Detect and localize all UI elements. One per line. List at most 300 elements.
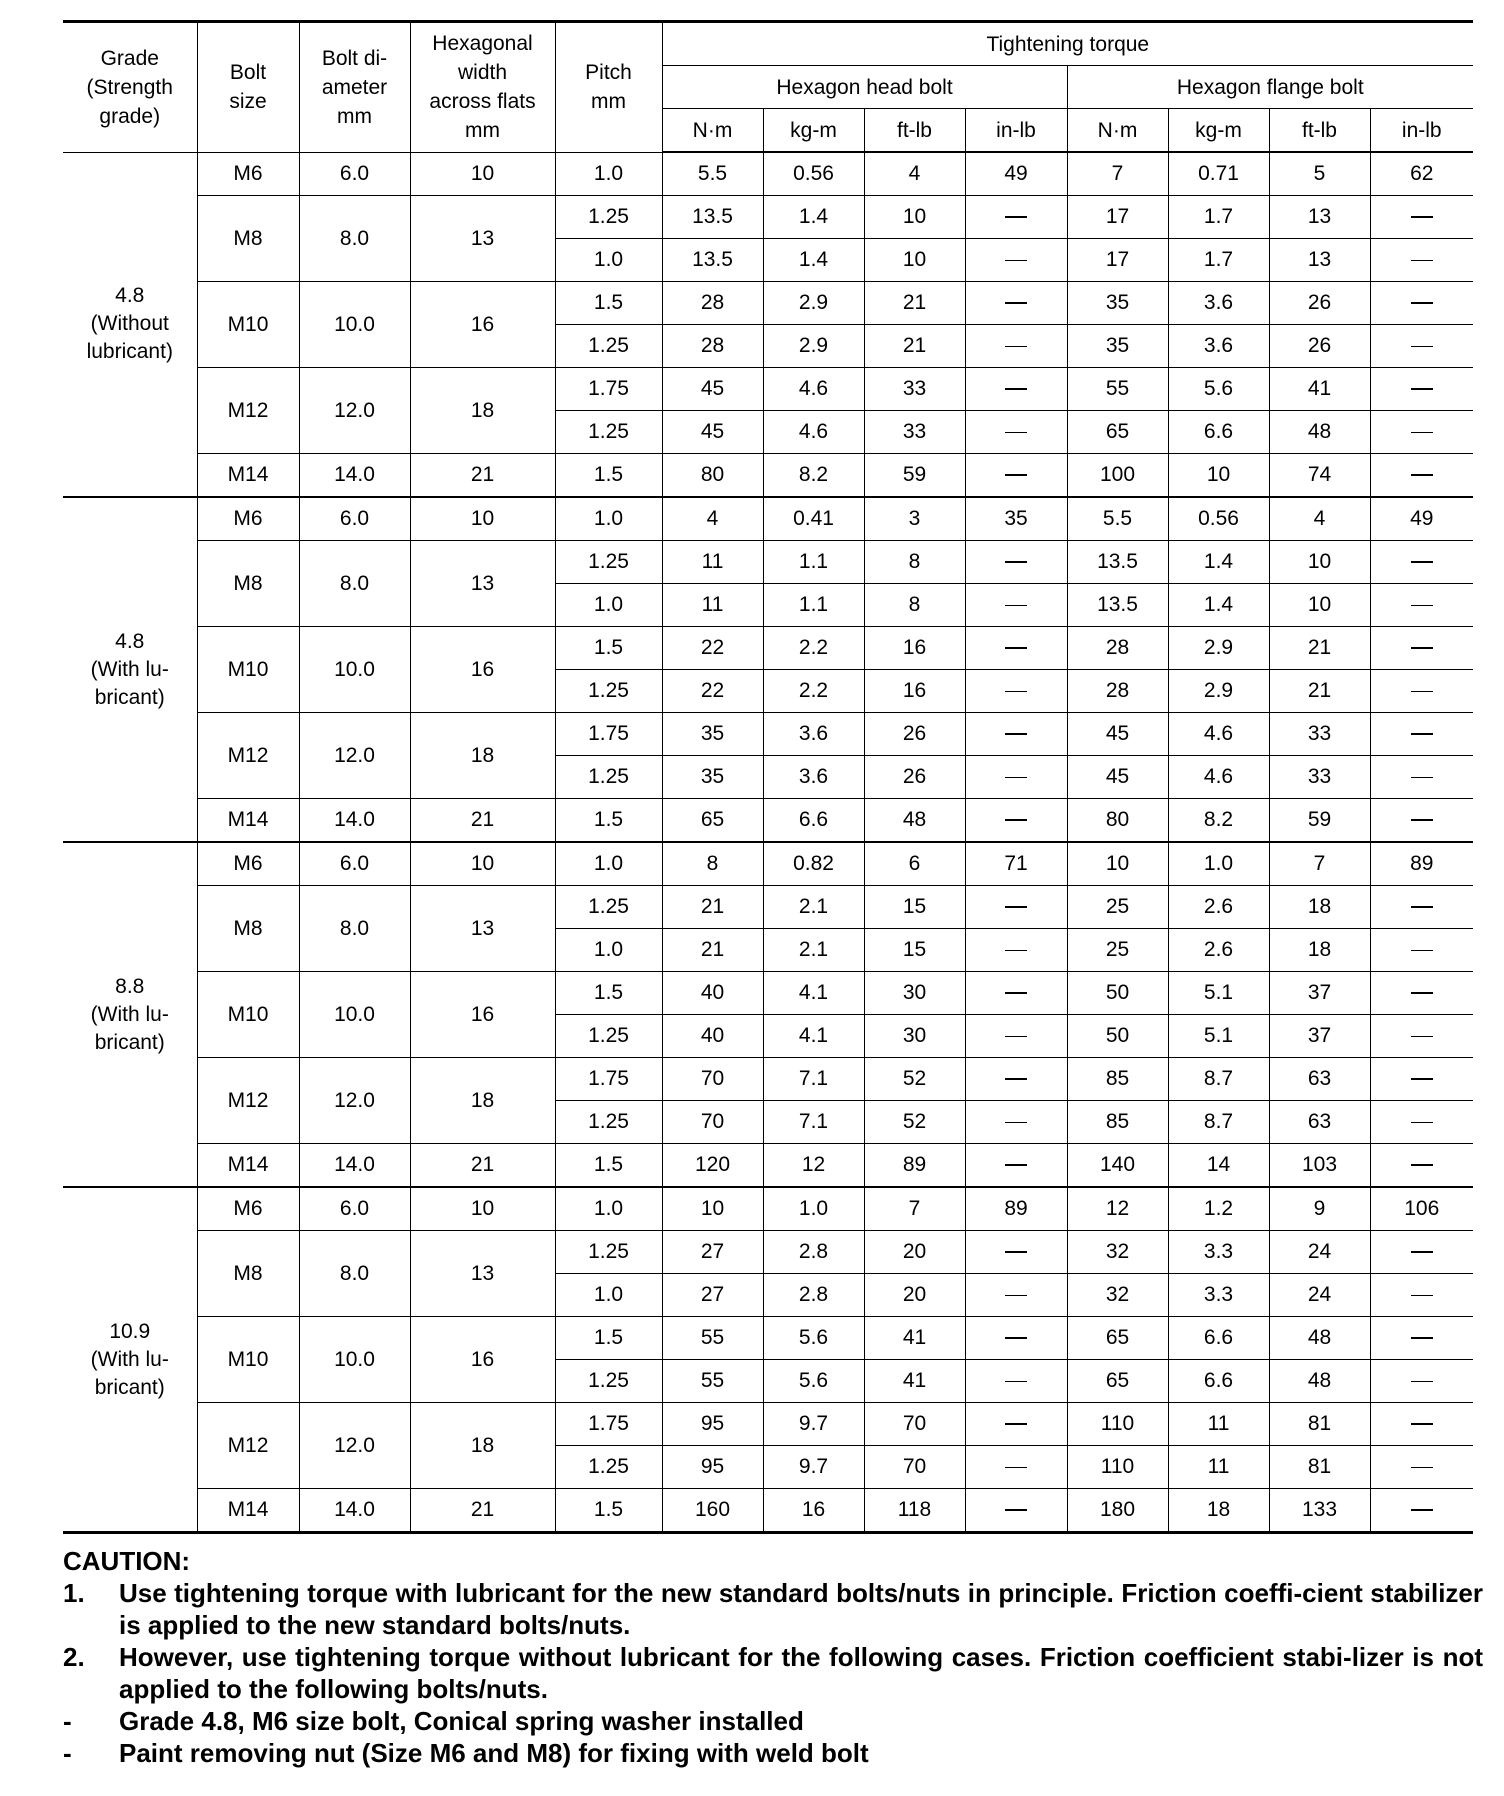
torque-cell: 2.8 [763,1274,864,1317]
torque-cell: 120 [662,1144,763,1188]
torque-cell: 37 [1269,1015,1370,1058]
table-row [63,886,1473,929]
torque-cell: 45 [1067,713,1168,756]
torque-cell: 5.1 [1168,1015,1269,1058]
torque-cell: 10 [662,1187,763,1231]
torque-cell: 52 [864,1058,965,1101]
pitch-cell: 1.25 [555,756,662,799]
torque-cell: 7 [864,1187,965,1231]
torque-cell: 2.9 [1168,627,1269,670]
torque-cell [1370,1101,1473,1144]
torque-cell: 13.5 [1067,584,1168,627]
torque-cell: 7.1 [763,1101,864,1144]
torque-cell: 2.1 [763,929,864,972]
dash-mark [1005,561,1027,563]
pitch-cell: 1.25 [555,1231,662,1274]
torque-cell: 0.41 [763,497,864,541]
hex-width-cell: 18 [410,1403,555,1489]
table-row [63,1231,1473,1274]
table-row [63,972,1473,1015]
torque-cell [965,1489,1067,1533]
pitch-cell: 1.25 [555,1446,662,1489]
torque-cell: 35 [1067,282,1168,325]
torque-cell [1370,670,1473,713]
header-hexagon-head-bolt: Hexagon head bolt [662,66,1067,109]
torque-cell [1370,239,1473,282]
torque-cell: 26 [864,713,965,756]
torque-cell: 1.1 [763,584,864,627]
dash-mark [1411,260,1433,261]
torque-cell: 13 [1269,196,1370,239]
pitch-cell: 1.0 [555,1187,662,1231]
dash-mark [1411,302,1433,304]
bolt-size-cell: M6 [197,497,299,541]
torque-cell [1370,886,1473,929]
torque-cell: 0.82 [763,842,864,886]
torque-cell: 3.3 [1168,1274,1269,1317]
dash-mark [1411,216,1433,218]
torque-cell: 4 [864,152,965,196]
torque-cell [1370,756,1473,799]
bolt-diameter-cell: 12.0 [299,1058,410,1144]
torque-cell: 32 [1067,1274,1168,1317]
header-grade: Grade (Strength grade) [63,22,197,153]
torque-cell: 33 [864,368,965,411]
torque-cell: 74 [1269,454,1370,498]
torque-cell: 7 [1269,842,1370,886]
grade-cell: 4.8 (Without lubricant) [63,152,197,497]
torque-cell [965,713,1067,756]
bolt-size-cell: M10 [197,972,299,1058]
torque-cell: 3.6 [763,756,864,799]
torque-cell [965,1360,1067,1403]
torque-cell: 180 [1067,1489,1168,1533]
dash-mark [1411,1164,1433,1166]
torque-cell: 80 [662,454,763,498]
table-row [63,1144,1473,1188]
caution-item-marker: 2. [63,1642,85,1672]
torque-cell: 17 [1067,196,1168,239]
table-row [63,152,1473,196]
torque-cell: 8 [662,842,763,886]
pitch-cell: 1.0 [555,929,662,972]
torque-cell: 59 [864,454,965,498]
pitch-cell: 1.5 [555,799,662,843]
dash-mark [1411,819,1433,821]
dash-mark [1005,647,1027,649]
header-unit: kg-m [1168,109,1269,153]
torque-cell: 1.4 [763,196,864,239]
dash-mark [1411,388,1433,390]
dash-mark [1005,388,1027,390]
pitch-cell: 1.5 [555,627,662,670]
caution-item [63,1705,1483,1737]
torque-cell: 9.7 [763,1446,864,1489]
hex-width-cell: 13 [410,196,555,282]
torque-cell: 20 [864,1274,965,1317]
torque-cell: 10 [1269,541,1370,584]
hex-width-cell: 16 [410,1317,555,1403]
dash-mark [1005,1251,1027,1253]
torque-cell: 8.7 [1168,1101,1269,1144]
header-unit: kg-m [763,109,864,153]
torque-cell: 5.6 [763,1317,864,1360]
dash-mark [1005,605,1027,606]
dash-mark [1411,561,1433,563]
torque-cell: 0.56 [1168,497,1269,541]
torque-cell [965,541,1067,584]
dash-mark [1005,819,1027,821]
bolt-diameter-cell: 6.0 [299,152,410,196]
bolt-diameter-cell: 10.0 [299,1317,410,1403]
header-unit: N·m [662,109,763,153]
header-hex-width: Hexagonal width across flats mm [410,22,555,153]
dash-mark [1005,1337,1027,1339]
torque-cell: 35 [965,497,1067,541]
torque-cell [965,282,1067,325]
table-row [63,1489,1473,1533]
hex-width-cell: 16 [410,282,555,368]
torque-cell: 89 [965,1187,1067,1231]
torque-cell: 55 [662,1360,763,1403]
torque-cell [1370,1446,1473,1489]
torque-cell [965,1231,1067,1274]
torque-cell: 13 [1269,239,1370,282]
table-row [63,1317,1473,1360]
torque-cell: 3.3 [1168,1231,1269,1274]
torque-cell: 1.0 [1168,842,1269,886]
torque-cell: 89 [864,1144,965,1188]
bolt-size-cell: M14 [197,799,299,843]
dash-mark [1005,432,1027,433]
dash-mark [1411,1251,1433,1253]
torque-cell: 45 [662,368,763,411]
torque-cell: 2.9 [1168,670,1269,713]
torque-cell: 0.71 [1168,152,1269,196]
bolt-diameter-cell: 14.0 [299,1144,410,1188]
torque-cell [965,1403,1067,1446]
hex-width-cell: 18 [410,713,555,799]
torque-cell [1370,282,1473,325]
torque-cell: 70 [864,1403,965,1446]
torque-cell: 63 [1269,1058,1370,1101]
hex-width-cell: 10 [410,152,555,196]
torque-cell: 10 [864,239,965,282]
bolt-diameter-cell: 8.0 [299,196,410,282]
torque-cell: 2.6 [1168,929,1269,972]
pitch-cell: 1.25 [555,1015,662,1058]
torque-cell: 65 [1067,1360,1168,1403]
pitch-cell: 1.0 [555,152,662,196]
dash-mark [1411,950,1433,951]
hex-width-cell: 16 [410,627,555,713]
torque-cell [965,454,1067,498]
bolt-size-cell: M6 [197,842,299,886]
caution-title: CAUTION: [63,1546,191,1576]
bolt-diameter-cell: 6.0 [299,497,410,541]
torque-cell: 106 [1370,1187,1473,1231]
dash-mark [1411,346,1433,347]
dash-mark [1005,302,1027,304]
torque-cell [965,1015,1067,1058]
torque-cell: 10 [864,196,965,239]
torque-cell: 1.2 [1168,1187,1269,1231]
torque-cell: 5 [1269,152,1370,196]
torque-cell: 2.9 [763,325,864,368]
torque-cell: 52 [864,1101,965,1144]
torque-cell [965,411,1067,454]
caution-notes [63,1545,1483,1769]
bolt-size-cell: M14 [197,1144,299,1188]
bolt-size-cell: M14 [197,454,299,498]
torque-cell: 4.1 [763,972,864,1015]
torque-cell: 95 [662,1446,763,1489]
torque-cell: 85 [1067,1101,1168,1144]
bolt-diameter-cell: 12.0 [299,368,410,454]
torque-cell: 4.1 [763,1015,864,1058]
pitch-cell: 1.75 [555,1058,662,1101]
bolt-size-cell: M8 [197,1231,299,1317]
torque-cell: 27 [662,1231,763,1274]
bolt-diameter-cell: 14.0 [299,799,410,843]
torque-cell: 48 [864,799,965,843]
torque-cell [1370,196,1473,239]
torque-cell: 49 [965,152,1067,196]
torque-cell: 45 [662,411,763,454]
dash-mark [1411,432,1433,433]
torque-cell: 21 [864,325,965,368]
bolt-diameter-cell: 8.0 [299,541,410,627]
torque-cell: 21 [864,282,965,325]
pitch-cell: 1.0 [555,1274,662,1317]
torque-cell: 3.6 [763,713,864,756]
torque-cell: 33 [864,411,965,454]
torque-cell: 9.7 [763,1403,864,1446]
torque-cell: 81 [1269,1403,1370,1446]
torque-cell: 45 [1067,756,1168,799]
torque-cell [965,1317,1067,1360]
torque-cell: 1.7 [1168,196,1269,239]
torque-cell [965,756,1067,799]
table-row [63,454,1473,498]
torque-cell [965,1058,1067,1101]
torque-cell: 2.1 [763,886,864,929]
torque-cell: 3.6 [1168,325,1269,368]
torque-cell: 2.9 [763,282,864,325]
dash-mark [1005,1467,1027,1468]
torque-cell: 63 [1269,1101,1370,1144]
torque-cell: 4 [662,497,763,541]
dash-mark [1005,1036,1027,1037]
pitch-cell: 1.0 [555,497,662,541]
table-row [63,627,1473,670]
torque-cell [1370,1274,1473,1317]
pitch-cell: 1.5 [555,454,662,498]
grade-cell: 8.8 (With lu- bricant) [63,842,197,1187]
bolt-diameter-cell: 6.0 [299,1187,410,1231]
header-tightening-torque: Tightening torque [662,22,1473,66]
torque-cell: 13.5 [662,196,763,239]
torque-cell: 25 [1067,929,1168,972]
pitch-cell: 1.0 [555,842,662,886]
torque-cell: 16 [864,670,965,713]
torque-cell: 28 [662,325,763,368]
torque-cell: 8 [864,541,965,584]
torque-cell [1370,541,1473,584]
torque-cell: 71 [965,842,1067,886]
torque-cell [1370,1144,1473,1188]
torque-cell: 10 [1168,454,1269,498]
caution-item-marker: 1. [63,1578,85,1608]
torque-cell: 4.6 [763,411,864,454]
torque-cell: 2.8 [763,1231,864,1274]
torque-cell: 55 [662,1317,763,1360]
torque-cell: 133 [1269,1489,1370,1533]
torque-cell [1370,1360,1473,1403]
bolt-diameter-cell: 8.0 [299,886,410,972]
pitch-cell: 1.25 [555,325,662,368]
pitch-cell: 1.5 [555,1489,662,1533]
torque-cell: 4.6 [763,368,864,411]
torque-cell: 5.1 [1168,972,1269,1015]
pitch-cell: 1.0 [555,239,662,282]
torque-cell [1370,929,1473,972]
torque-cell: 6.6 [1168,411,1269,454]
torque-cell: 70 [662,1101,763,1144]
dash-mark [1411,691,1433,692]
torque-cell [1370,627,1473,670]
torque-cell: 10 [1067,842,1168,886]
torque-cell: 24 [1269,1231,1370,1274]
torque-cell: 41 [1269,368,1370,411]
torque-cell: 14 [1168,1144,1269,1188]
torque-cell: 65 [1067,411,1168,454]
bolt-size-cell: M6 [197,152,299,196]
caution-item [63,1641,1483,1705]
bolt-diameter-cell: 10.0 [299,627,410,713]
torque-cell: 41 [864,1360,965,1403]
torque-cell: 10 [1269,584,1370,627]
torque-cell [965,670,1067,713]
header-bolt-diameter: Bolt di- ameter mm [299,22,410,153]
dash-mark [1411,474,1433,476]
pitch-cell: 1.75 [555,1403,662,1446]
torque-cell [965,627,1067,670]
dash-mark [1411,906,1433,908]
torque-cell: 15 [864,929,965,972]
torque-cell: 28 [662,282,763,325]
table-row [63,1187,1473,1231]
table-row [63,368,1473,411]
dash-mark [1411,1337,1433,1339]
torque-cell: 21 [662,929,763,972]
torque-cell [1370,1058,1473,1101]
torque-cell: 22 [662,627,763,670]
dash-mark [1005,733,1027,735]
torque-cell: 9 [1269,1187,1370,1231]
table-row [63,497,1473,541]
torque-cell [965,1101,1067,1144]
pitch-cell: 1.75 [555,713,662,756]
header-pitch: Pitch mm [555,22,662,153]
torque-cell: 30 [864,1015,965,1058]
bolt-size-cell: M10 [197,1317,299,1403]
dash-mark [1411,647,1433,649]
torque-cell: 11 [1168,1403,1269,1446]
torque-cell: 27 [662,1274,763,1317]
torque-cell: 30 [864,972,965,1015]
bolt-diameter-cell: 10.0 [299,282,410,368]
bolt-diameter-cell: 12.0 [299,1403,410,1489]
caution-item-text: Grade 4.8, M6 size bolt, Conical spring washer installed [119,1706,804,1736]
dash-mark [1411,1295,1433,1296]
dash-mark [1005,346,1027,347]
torque-cell: 5.6 [1168,368,1269,411]
torque-cell [965,799,1067,843]
torque-cell: 48 [1269,1317,1370,1360]
torque-cell: 18 [1168,1489,1269,1533]
pitch-cell: 1.25 [555,670,662,713]
dash-mark [1005,1295,1027,1296]
torque-cell: 48 [1269,1360,1370,1403]
dash-mark [1411,1122,1433,1123]
torque-cell: 48 [1269,411,1370,454]
torque-cell: 7 [1067,152,1168,196]
hex-width-cell: 21 [410,1144,555,1188]
dash-mark [1411,1381,1433,1382]
tightening-torque-table [63,20,1473,1534]
torque-cell: 85 [1067,1058,1168,1101]
torque-cell [965,368,1067,411]
torque-cell: 6.6 [1168,1360,1269,1403]
pitch-cell: 1.5 [555,1144,662,1188]
dash-mark [1005,1381,1027,1382]
torque-cell: 6 [864,842,965,886]
caution-item [63,1577,1483,1641]
torque-cell: 3 [864,497,965,541]
grade-cell: 4.8 (With lu- bricant) [63,497,197,842]
dash-mark [1411,733,1433,735]
pitch-cell: 1.25 [555,886,662,929]
torque-cell: 55 [1067,368,1168,411]
torque-cell: 13.5 [1067,541,1168,584]
torque-cell [965,584,1067,627]
torque-cell: 1.0 [763,1187,864,1231]
dash-mark [1411,1467,1433,1468]
dash-mark [1005,1423,1027,1425]
caution-item-text: However, use tightening torque without lubricant for the following cases. Friction coefficient stabi-lizer is not applied to the following bolts/nuts. [119,1642,1483,1704]
bolt-diameter-cell: 14.0 [299,1489,410,1533]
dash-mark [1005,260,1027,261]
pitch-cell: 1.25 [555,1360,662,1403]
torque-cell: 8.7 [1168,1058,1269,1101]
torque-cell: 33 [1269,713,1370,756]
torque-cell: 110 [1067,1446,1168,1489]
torque-cell: 4.6 [1168,713,1269,756]
torque-cell [965,972,1067,1015]
hex-width-cell: 18 [410,368,555,454]
bolt-size-cell: M14 [197,1489,299,1533]
torque-cell [965,196,1067,239]
torque-cell: 13.5 [662,239,763,282]
pitch-cell: 1.25 [555,541,662,584]
bolt-size-cell: M12 [197,1058,299,1144]
torque-cell: 22 [662,670,763,713]
torque-cell: 1.4 [1168,541,1269,584]
torque-cell [1370,1403,1473,1446]
table-row [63,282,1473,325]
grade-cell: 10.9 (With lu- bricant) [63,1187,197,1533]
